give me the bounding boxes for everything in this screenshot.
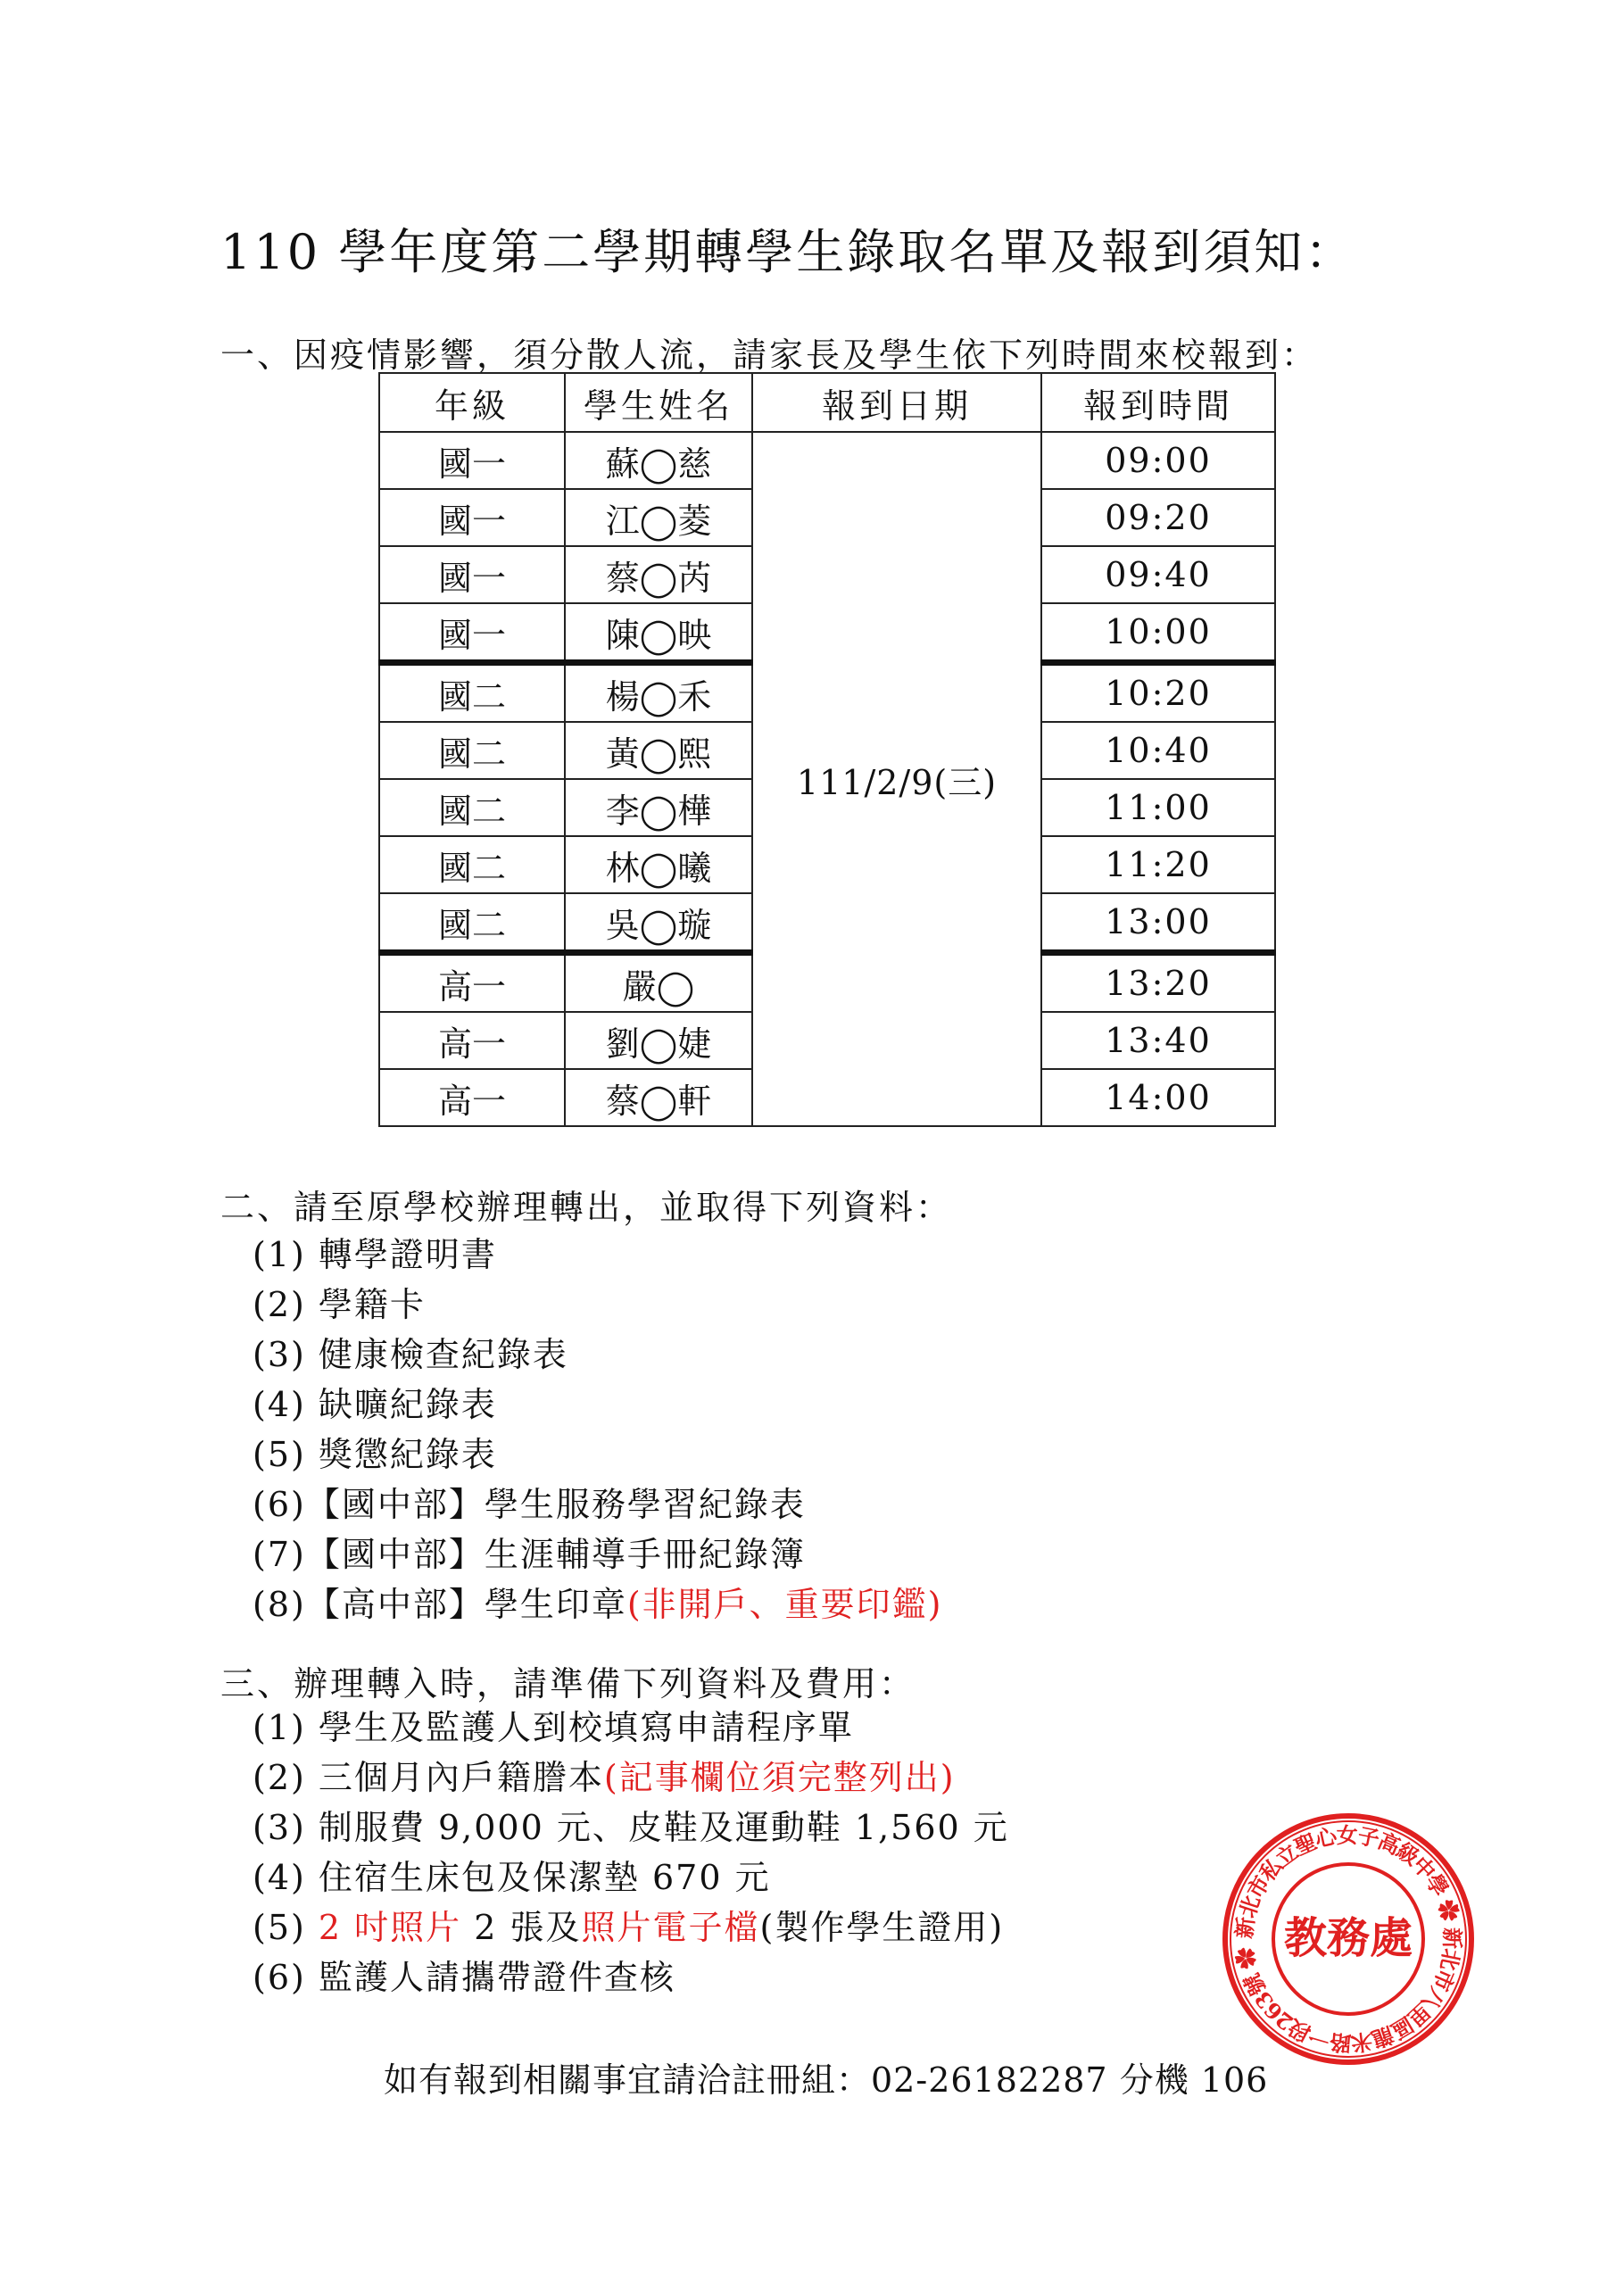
list-item: (1) 轉學證明書 [253, 1235, 497, 1274]
section3-heading: 三、辦理轉入時，請準備下列資料及費用： [220, 1664, 916, 1703]
grade-cell: 國二 [379, 722, 565, 779]
list-item: (3) 健康檢查紀錄表 [253, 1335, 568, 1374]
grade-cell: 國二 [379, 779, 565, 836]
item-note: (記事欄位須完整列出) [603, 1758, 956, 1797]
list-item: (6) 監護人請攜帶證件查核 [253, 1958, 675, 1997]
list-item: (4) 住宿生床包及保潔墊 670 元 [253, 1858, 771, 1897]
name-cell: 江◯菱 [565, 489, 752, 546]
table-row [379, 432, 1275, 489]
name-cell: 黃◯熙 [565, 722, 752, 779]
grade-cell: 國一 [379, 432, 565, 489]
name-cell: 劉◯婕 [565, 1012, 752, 1069]
header-time: 報到時間 [1041, 373, 1275, 432]
contact-footer: 如有報到相關事宜請洽註冊組：02-26182287 分機 106 [384, 2060, 1269, 2100]
stamp-center-text: 教務處 [1283, 1913, 1413, 1963]
header-student-name: 學生姓名 [565, 373, 752, 432]
section2-heading: 二、請至原學校辦理轉出，並取得下列資料： [220, 1188, 953, 1227]
name-cell: 嚴◯ [565, 953, 752, 1013]
header-date: 報到日期 [752, 373, 1041, 432]
name-cell: 蘇◯慈 [565, 432, 752, 489]
time-cell: 13:20 [1041, 953, 1275, 1013]
grade-cell: 高一 [379, 1069, 565, 1126]
stamp-ring-text: 新北市私立聖心女子高級中學 ✿ 新北市八里區龍米路一段263號 ✿ [1230, 1821, 1466, 2057]
name-cell: 林◯曦 [565, 836, 752, 893]
time-cell: 13:40 [1041, 1012, 1275, 1069]
item-note: (非開戶、重要印鑑) [626, 1585, 943, 1624]
list-item: (4) 缺曠紀錄表 [253, 1385, 497, 1424]
list-item: (6)【國中部】學生服務學習紀錄表 [253, 1485, 806, 1524]
list-item: (5) 獎懲紀錄表 [253, 1435, 497, 1474]
time-cell: 10:20 [1041, 663, 1275, 723]
grade-cell: 國二 [379, 836, 565, 893]
name-cell: 蔡◯軒 [565, 1069, 752, 1126]
header-grade: 年級 [379, 373, 565, 432]
time-cell: 10:40 [1041, 722, 1275, 779]
time-cell: 14:00 [1041, 1069, 1275, 1126]
item-suffix: (製作學生證用) [759, 1908, 1005, 1947]
table-header-row [379, 373, 1275, 432]
page-title: 110 學年度第二學期轉學生錄取名單及報到須知： [220, 224, 1356, 280]
list-item: (3) 制服費 9,000 元、皮鞋及運動鞋 1,560 元 [253, 1808, 1009, 1847]
date-cell: 111/2/9(三) [752, 432, 1041, 1126]
name-cell: 楊◯禾 [565, 663, 752, 723]
grade-cell: 國一 [379, 603, 565, 663]
name-cell: 陳◯映 [565, 603, 752, 663]
grade-cell: 高一 [379, 1012, 565, 1069]
grade-cell: 國二 [379, 893, 565, 953]
list-item: (2) 學籍卡 [253, 1285, 426, 1324]
name-cell: 吳◯璇 [565, 893, 752, 953]
name-cell: 李◯樺 [565, 779, 752, 836]
name-cell: 蔡◯芮 [565, 546, 752, 603]
grade-cell: 國二 [379, 663, 565, 723]
section2-list [253, 1230, 942, 1629]
list-item: (1) 學生及監護人到校填寫申請程序單 [253, 1708, 854, 1747]
list-item: (7)【國中部】生涯輔導手冊紀錄簿 [253, 1535, 806, 1574]
item-mid: 2 張及 [461, 1908, 582, 1947]
item-prefix: (5) [253, 1908, 319, 1947]
item-red-digital: 照片電子檔 [581, 1908, 760, 1947]
time-cell: 09:00 [1041, 432, 1275, 489]
list-item [253, 1753, 1009, 1803]
official-seal-stamp [1221, 1811, 1476, 2067]
grade-cell: 國一 [379, 546, 565, 603]
item-red-photo: 2 吋照片 [318, 1908, 462, 1947]
grade-cell: 高一 [379, 953, 565, 1013]
time-cell: 10:00 [1041, 603, 1275, 663]
time-cell: 11:00 [1041, 779, 1275, 836]
time-cell: 11:20 [1041, 836, 1275, 893]
grade-cell: 國一 [379, 489, 565, 546]
item-text: (8)【高中部】學生印章 [253, 1585, 627, 1624]
schedule-table [378, 372, 1276, 1127]
time-cell: 09:20 [1041, 489, 1275, 546]
time-cell: 13:00 [1041, 893, 1275, 953]
section3-list [253, 1703, 1009, 2002]
list-item [253, 1579, 942, 1629]
item-text: (2) 三個月內戶籍謄本 [253, 1758, 604, 1797]
list-item [253, 1902, 1009, 1952]
time-cell: 09:40 [1041, 546, 1275, 603]
section1-heading: 一、因疫情影響，須分散人流，請家長及學生依下列時間來校報到： [220, 336, 1319, 375]
